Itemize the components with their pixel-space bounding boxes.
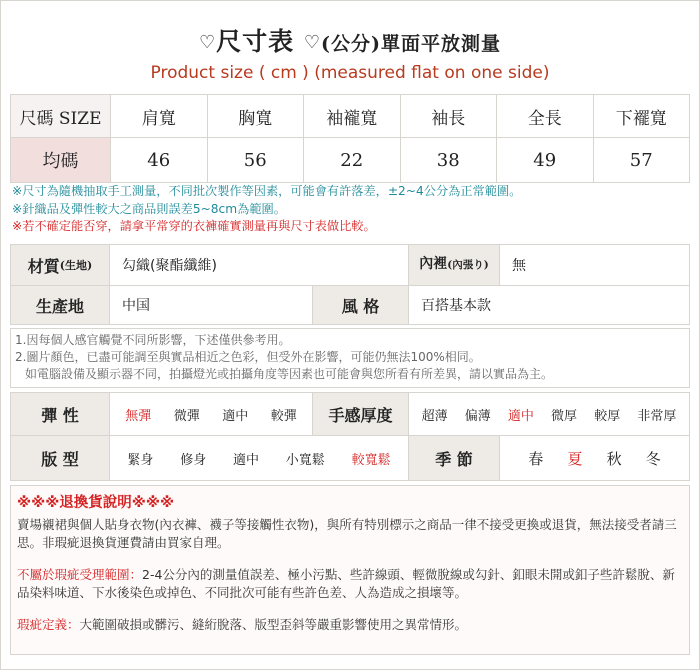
thickness-option: 非常厚 xyxy=(637,408,677,424)
origin-value: 中国 xyxy=(109,285,313,325)
disclaimer-box xyxy=(10,328,690,388)
elasticity-label: 彈 性 xyxy=(10,392,110,436)
season-option: 冬 xyxy=(645,449,661,468)
size-value-row xyxy=(11,138,690,183)
size-header-cell: 袖襱寬 xyxy=(304,95,401,138)
fit-label: 版 型 xyxy=(10,435,110,481)
page-subtitle: Product size ( cm ) (measured flat on one side) xyxy=(150,63,550,83)
elasticity-option: 微彈 xyxy=(173,408,200,424)
material-label-text: 材質 xyxy=(27,256,60,276)
size-value-cell: 56 xyxy=(207,138,304,183)
returns-policy-box xyxy=(10,485,690,655)
thickness-option: 超薄 xyxy=(421,408,448,424)
fit-option: 較寬鬆 xyxy=(351,452,391,468)
elasticity-option: 適中 xyxy=(222,408,249,424)
size-table xyxy=(10,94,690,183)
thickness-label: 手感厚度 xyxy=(312,392,409,436)
size-value-cell: 57 xyxy=(593,138,690,183)
origin-label: 生產地 xyxy=(10,285,110,325)
size-row-label: 均碼 xyxy=(11,138,111,183)
title-main: 尺寸表 xyxy=(216,27,295,56)
returns-paragraph xyxy=(17,566,683,602)
fit-option: 緊身 xyxy=(127,452,154,468)
size-header-cell: 尺碼 SIZE xyxy=(11,95,111,138)
note-line-warning: ※若不確定能否穿，請拿平常穿的衣褲確實測量再與尺寸表做比較。 xyxy=(12,219,376,233)
disclaimer-line: 1.因每個人感官觸覺不同所影響，下述僅供參考用。 xyxy=(15,333,291,347)
disclaimer-line: 2.圖片顏色，已盡可能調至與實品相近之色彩，但受外在影響，可能仍無法100%相同。 xyxy=(15,350,481,364)
season-label: 季 節 xyxy=(408,435,500,481)
heart-icon: ♡ xyxy=(303,32,322,53)
measurement-notes xyxy=(12,183,692,236)
size-header-cell: 袖長 xyxy=(400,95,497,138)
elasticity-option: 無彈 xyxy=(125,408,152,424)
heart-icon: ♡ xyxy=(199,32,217,53)
lining-label-text: 內裡 xyxy=(419,256,448,272)
returns-lead: 不屬於瑕疵受理範圍： xyxy=(17,567,143,582)
season-option: 夏 xyxy=(567,449,583,468)
elasticity-options xyxy=(109,392,313,436)
thickness-option: 偏薄 xyxy=(464,408,491,424)
returns-paragraph xyxy=(17,616,683,634)
thickness-option: 適中 xyxy=(507,408,534,424)
material-label-small: (生地) xyxy=(59,259,93,272)
size-value-cell: 49 xyxy=(497,138,594,183)
size-header-cell: 肩寬 xyxy=(111,95,208,138)
thickness-options xyxy=(408,392,690,436)
returns-paragraph: 賣場襯裙與個人貼身衣物(內衣褲、襪子等接觸性衣物)，與所有特別標示之商品一律不接受更換或退貨，無法接受者請三思。非瑕疵退換貨運費請由買家自理。 xyxy=(17,517,677,550)
size-header-cell: 胸寬 xyxy=(207,95,304,138)
elasticity-option: 較彈 xyxy=(270,408,297,424)
size-value-cell: 46 xyxy=(111,138,208,183)
style-label: 風 格 xyxy=(312,285,409,325)
returns-text: 大範圍破損或髒污、縫絎脫落、版型歪斜等嚴重影響使用之異常情形。 xyxy=(79,617,468,632)
size-header-cell: 下襬寬 xyxy=(593,95,690,138)
returns-title: ※※※退換貨說明※※※ xyxy=(17,495,175,511)
disclaimer-line: 如電腦設備及顯示器不同，拍攝燈光或拍攝角度等因素也可能會與您所看有所差異，請以實品為主。 xyxy=(25,367,554,381)
returns-lead: 瑕疵定義： xyxy=(17,617,80,632)
fit-option: 小寬鬆 xyxy=(285,452,325,468)
note-line: ※針織品及彈性較大之商品則誤差5~8cm為範圍。 xyxy=(12,201,286,216)
lining-value: 無 xyxy=(499,244,690,286)
size-header-cell: 全長 xyxy=(497,95,594,138)
season-option: 秋 xyxy=(606,449,622,468)
returns-text: 2-4公分內的測量值誤差、極小污點、些許線頭、輕微脫線或勾針、釦眼未開或釦子些許鬆脫、新品染料味道、下水後染色或掉色、不同批次可能有些許色差、人為造成之損壞等。 xyxy=(17,567,675,600)
title-rest: (公分)單面平放測量 xyxy=(321,33,501,55)
material-value: 勾織(聚酯纖維) xyxy=(109,244,409,286)
season-option: 春 xyxy=(528,449,544,468)
material-label xyxy=(10,244,110,286)
lining-label xyxy=(408,244,500,286)
season-options xyxy=(499,435,690,481)
size-value-cell: 38 xyxy=(400,138,497,183)
thickness-option: 較厚 xyxy=(594,408,621,424)
fit-option: 適中 xyxy=(232,452,259,468)
style-value: 百搭基本款 xyxy=(408,285,690,325)
thickness-option: 微厚 xyxy=(551,408,578,424)
lining-label-small: (內張り) xyxy=(447,259,489,271)
size-value-cell: 22 xyxy=(304,138,401,183)
size-header-row xyxy=(11,95,690,138)
fit-options xyxy=(109,435,409,481)
note-line: ※尺寸為隨機抽取手工測量，不同批次製作等因素，可能會有許落差，±2~4公分為正常範圍。 xyxy=(12,184,522,198)
fit-option: 修身 xyxy=(180,452,207,468)
page-title xyxy=(0,22,700,58)
